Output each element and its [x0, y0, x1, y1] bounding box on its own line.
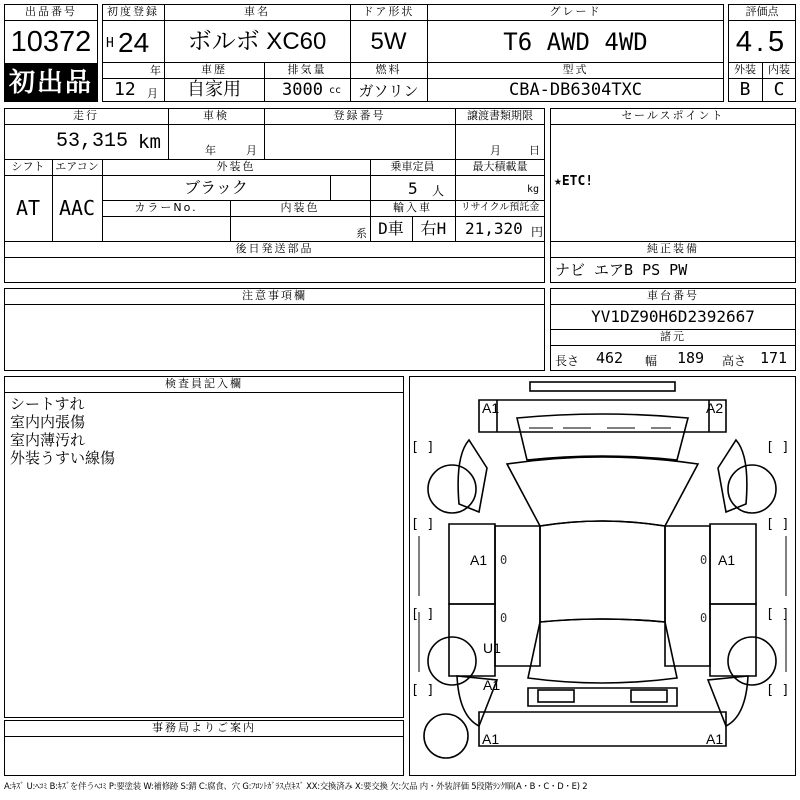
mark-front-left: A1	[482, 400, 500, 416]
length: 462	[596, 349, 624, 367]
door-zero: 0	[500, 553, 508, 567]
bracket-marker: [ ]	[766, 440, 790, 455]
inspection-year-unit: 年	[205, 144, 216, 157]
chassis-number: YV1DZ90H6D2392667	[591, 307, 755, 326]
mark-rear-right: A1	[706, 731, 724, 747]
model-code: CBA-DB6304TXC	[508, 80, 643, 100]
car-diagram	[409, 376, 796, 776]
notes-label: 注意事項欄	[242, 289, 307, 302]
ac-label: エアコン	[55, 160, 99, 173]
later-parts-label: 後日発送部品	[235, 242, 314, 255]
grade: T6 AWD 4WD	[503, 28, 648, 56]
mileage-label: 走行	[73, 109, 99, 122]
color-no-label: カラーNo.	[134, 201, 198, 214]
inspector-notes	[10, 395, 115, 467]
door-zero: 0	[700, 611, 708, 625]
interior-grade: C	[773, 79, 785, 100]
mark-left-rear-door: U1	[483, 640, 501, 656]
width-label: 幅	[645, 354, 658, 368]
specs-label: 諸元	[660, 330, 686, 343]
length-label: 長さ	[555, 354, 580, 368]
chassis-label: 車台番号	[647, 289, 699, 302]
left-side	[495, 526, 540, 666]
bracket-marker: [ ]	[766, 683, 790, 698]
bracket-marker: [ ]	[411, 517, 435, 532]
bracket-marker: [ ]	[766, 517, 790, 532]
right-rear-door	[710, 604, 756, 676]
mark-left-rear-fender: A1	[483, 677, 501, 693]
first-reg-label: 初度登録	[107, 5, 159, 18]
bracket-marker: [ ]	[411, 683, 435, 698]
exterior-color: ブラック	[184, 178, 248, 197]
score: 4.5	[735, 26, 789, 58]
sales-points-text: ★ETC!	[554, 174, 594, 189]
inspector-note: 室内内張傷	[10, 413, 86, 431]
height: 171	[760, 349, 788, 367]
capacity-unit: 人	[432, 184, 445, 198]
exterior-label: 外装	[734, 63, 756, 76]
ac: AAC	[58, 196, 96, 220]
registration-label: 登録番号	[333, 109, 386, 122]
shift-label: シフト	[11, 160, 45, 173]
doors: 5W	[370, 28, 407, 55]
interior-color-label: 内装色	[280, 201, 320, 214]
car-name: ボルボ XC60	[187, 28, 327, 55]
doors-label: ドア形状	[362, 5, 415, 18]
wheel-front-left	[428, 465, 476, 513]
inspection-label: 車検	[203, 109, 229, 122]
mark-right-front-door: A1	[718, 552, 736, 568]
height-label: 高さ	[722, 354, 747, 368]
grade-label: グレード	[549, 5, 602, 18]
first-listing-badge: 初出品	[4, 64, 98, 102]
era: H	[106, 36, 114, 51]
fuel-label: 燃料	[375, 63, 402, 76]
bracket-marker: [ ]	[411, 607, 435, 622]
recycle-unit: 円	[531, 225, 544, 239]
displacement-label: 排気量	[287, 63, 327, 76]
bracket-marker: [ ]	[766, 607, 790, 622]
spare-wheel	[424, 714, 468, 758]
right-side	[665, 526, 710, 666]
interior-label: 内装	[768, 63, 790, 76]
roof	[540, 521, 665, 622]
legend: A:ｷｽﾞ U:ﾍｺﾐ B:ｷｽﾞを伴うﾍｺﾐ P:要塗装 W:補修跡 S:錆 C:腐食、穴 G:ﾌﾛﾝﾄｶﾞﾗｽ点ｷｽﾞ XX:交換済み X:要交換 欠:欠品 内・外装評価 5段階ﾗﾝｸ順(A・B・C・D・E) 2	[4, 781, 588, 791]
mileage: 53,315	[56, 130, 129, 153]
car-name-label: 車名	[244, 5, 270, 18]
recycle-fee: 21,320	[465, 219, 523, 238]
displacement: 3000	[282, 80, 323, 100]
windshield	[507, 457, 698, 526]
load-label: 最大積載量	[472, 160, 528, 173]
month-unit: 月	[147, 87, 158, 100]
shift: AT	[15, 196, 41, 220]
wheel-front-right	[728, 465, 776, 513]
first-reg-month: 12	[114, 79, 136, 100]
transfer-day-unit: 日	[529, 144, 540, 157]
inspector-note: シートすれ	[10, 395, 85, 413]
first-reg-year: 24	[118, 27, 150, 58]
office-label: 事務局よりご案内	[152, 721, 256, 734]
sales-points-label: セールスポイント	[621, 109, 725, 122]
equipment-text: ナビ エアB PS PW	[555, 261, 688, 279]
inspection-month-unit: 月	[246, 144, 257, 157]
door-zero: 0	[500, 611, 508, 625]
history-label: 車歴	[201, 63, 227, 76]
bracket-marker: [ ]	[411, 440, 435, 455]
load-unit: kg	[527, 184, 540, 195]
exterior-grade: B	[739, 79, 751, 100]
lot-number: 10372	[10, 26, 92, 58]
rear-window	[528, 619, 677, 683]
wheel-rear-right	[728, 637, 776, 685]
fuel: ガソリン	[358, 82, 419, 100]
equipment-label: 純正装備	[647, 242, 699, 255]
displacement-unit: cc	[329, 85, 342, 96]
inspector-label: 検査員記入欄	[165, 377, 243, 390]
capacity-label: 乗車定員	[390, 160, 435, 173]
interior-color-unit: 系	[356, 227, 367, 240]
import-label: 輸入車	[393, 201, 432, 214]
model-code-label: 型式	[562, 63, 589, 76]
inspector-note: 外装うすい線傷	[10, 449, 116, 467]
mark-left-front-door: A1	[470, 552, 488, 568]
transfer-month-unit: 月	[490, 144, 501, 157]
lot-label: 出品番号	[25, 5, 77, 18]
wheel-rear-left	[428, 637, 476, 685]
capacity: 5	[408, 179, 418, 198]
mark-front-right: A2	[706, 400, 724, 416]
hood	[517, 414, 688, 460]
history: 自家用	[187, 79, 241, 100]
front-bumper-top	[530, 382, 675, 391]
score-label: 評価点	[745, 5, 779, 18]
year-unit: 年	[150, 64, 161, 77]
front-bumper	[479, 400, 726, 432]
mark-rear-left: A1	[482, 731, 500, 747]
width: 189	[677, 349, 705, 367]
import-type: D車	[378, 219, 404, 238]
transfer-label: 譲渡書類期限	[467, 109, 533, 122]
door-zero: 0	[700, 553, 708, 567]
mileage-unit: km	[138, 131, 161, 153]
inspector-note: 室内薄汚れ	[10, 431, 86, 449]
recycle-label: リサイクル預託金	[460, 202, 540, 213]
rear-bumper	[479, 712, 726, 746]
color-label: 外装色	[216, 160, 256, 173]
steering: 右H	[420, 219, 447, 238]
